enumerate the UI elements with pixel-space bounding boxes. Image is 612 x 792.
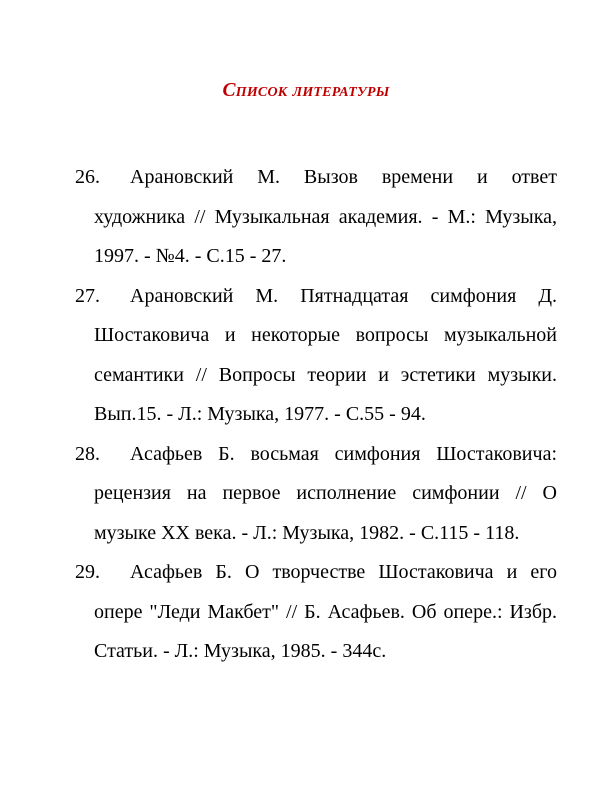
reference-text xyxy=(94,435,557,554)
reference-text-content: Асафьев Б. О творчестве Шостаковича и его опере "Леди Макбет" // Б. Асафьев. Об опере.: Избр. Статьи. - Л.: Музыка, 1985. - 344с. xyxy=(94,561,557,662)
reference-item xyxy=(75,435,557,554)
reference-item xyxy=(75,277,557,435)
reference-number: 27. xyxy=(75,284,100,307)
page-title: Список литературы xyxy=(222,80,390,101)
reference-item xyxy=(75,553,557,672)
reference-number: 26. xyxy=(75,166,100,188)
reference-text xyxy=(94,158,557,277)
reference-text-content: Арановский М. Вызов времени и ответ художника // Музыкальная академия. - М.: Музыка, 1997. - №4. - С.15 - 27. xyxy=(94,166,557,267)
reference-list xyxy=(75,158,557,672)
reference-number: 28. xyxy=(75,442,100,465)
reference-text-content: Арановский М. Пятнадцатая симфония Д. Шостаковича и некоторые вопросы музыкальной семантики // Вопросы теории и эстетики музыки. Вып.15. - Л.: Музыка, 1977. - С.55 - 94. xyxy=(94,284,557,425)
reference-text-content: Асафьев Б. восьмая симфония Шостаковича: рецензия на первое исполнение симфонии // О музыке ХХ века. - Л.: Музыка, 1982. - С.115 - 118. xyxy=(94,442,557,544)
reference-text xyxy=(94,553,557,672)
reference-text xyxy=(94,277,557,435)
reference-item xyxy=(75,158,557,277)
reference-number: 29. xyxy=(75,561,100,583)
